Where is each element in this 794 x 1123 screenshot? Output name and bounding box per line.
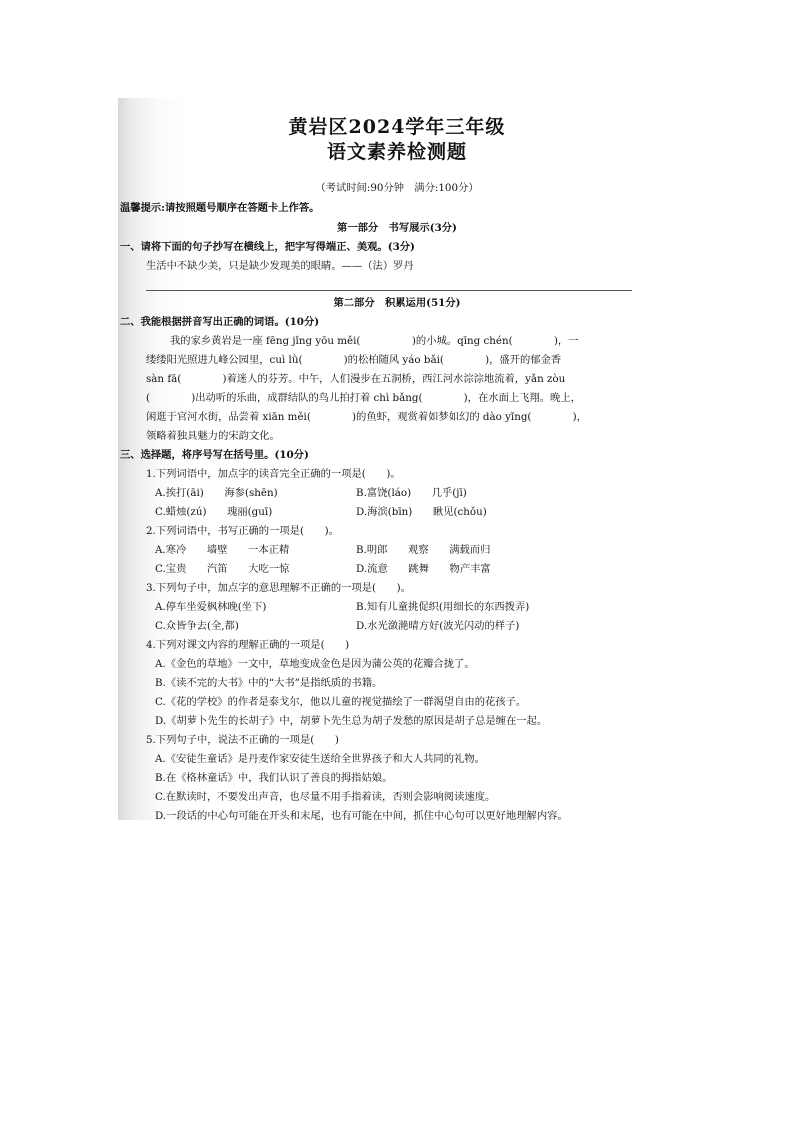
q3-3-option-a: A.停车坐爱枫林晚(坐下) xyxy=(155,601,267,613)
q3-4-option-c: C.《花的学校》的作者是泰戈尔，他以儿童的视觉描绘了一群渴望自由的花孩子。 xyxy=(155,696,527,708)
exam-info: （考试时间:90分钟 满分:100分） xyxy=(315,182,479,194)
q3-2-stem: 2.下列词语中，书写正确的一项是( )。 xyxy=(146,525,339,537)
q3-3-option-d: D.水光潋滟晴方好(波光闪动的样子) xyxy=(356,620,520,632)
q3-1-option-c: C.蜡烛(zú) 瑰丽(guī) xyxy=(155,506,273,518)
q3-1-option-d: D.海滨(bīn) 瞅见(chǒu) xyxy=(356,506,487,518)
q2-passage-line: ( )出动听的乐曲，成群结队的鸟儿拍打着 chì bǎng( )，在水面上飞翔。晚上， xyxy=(146,392,581,404)
q1-title: 一、请将下面的句子抄写在横线上，把字写得端正、美观。(3分) xyxy=(120,241,415,253)
q1-quote: 生活中不缺少美，只是缺少发现美的眼睛。——（法）罗丹 xyxy=(146,260,414,272)
part1-heading: 第一部分 书写展示(3分) xyxy=(337,222,457,234)
q3-3-option-b: B.知有儿童挑促织(用细长的东西拨弄) xyxy=(356,601,530,613)
warm-tip: 温馨提示:请按照题号顺序在答题卡上作答。 xyxy=(120,202,320,214)
q3-4-option-b: B.《读不完的大书》中的“大书”是指纸质的书籍。 xyxy=(155,677,383,689)
q3-2-option-c: C.宝贵 汽笛 大吃一惊 xyxy=(155,563,290,575)
writing-line[interactable] xyxy=(146,290,632,291)
exam-title-line2: 语文素养检测题 xyxy=(326,141,467,163)
q3-1-stem: 1.下列词语中，加点字的读音完全正确的一项是( )。 xyxy=(146,468,401,480)
q3-title: 三、选择题，将序号写在括号里。(10分) xyxy=(120,449,309,461)
q3-2-option-b: B.明郎 观察 满载而归 xyxy=(356,544,491,556)
q3-4-stem: 4.下列对课文内容的理解正确的一项是( ) xyxy=(146,639,350,651)
q3-3-option-c: C.众皆争去(全,都) xyxy=(155,620,239,632)
q2-passage-line: sàn fā( )着迷人的芬芳。中午，人们漫步在五洞桥，西江河水淙淙地流着，yǎn zòu xyxy=(146,373,566,385)
q2-passage-line: 我的家乡黄岩是一座 fēng jǐng yōu měi( )的小城。qīng chén( )，一 xyxy=(170,335,579,347)
q2-passage-line: 闲逛于官河水街，品尝着 xiān měi( )的鱼虾，观赏着如梦如幻的 dào yǐng( )， xyxy=(146,411,587,423)
q3-3-stem: 3.下列句子中，加点字的意思理解不正确的一项是( )。 xyxy=(146,582,411,594)
q3-5-option-a: A.《安徒生童话》是丹麦作家安徒生送给全世界孩子和大人共同的礼物。 xyxy=(155,753,485,765)
q2-passage-line: 缕缕阳光照进九峰公园里，cuì lǜ( )的松柏随风 yáo bǎi( )，盛开的郁金香 xyxy=(146,354,562,366)
q3-2-option-d: D.流意 跳舞 物产丰富 xyxy=(356,563,491,575)
part2-heading: 第二部分 积累运用(51分) xyxy=(333,297,461,309)
q3-1-option-b: B.富饶(láo) 几乎(jī) xyxy=(356,487,467,499)
q2-passage-line: 领略着独具魅力的宋韵文化。 xyxy=(146,430,280,442)
q3-5-option-c: C.在默读时，不要发出声音，也尽量不用手指着读，否则会影响阅读速度。 xyxy=(155,791,496,803)
q3-2-option-a: A.寒冷 墙壁 一本正精 xyxy=(155,544,290,556)
q3-4-option-a: A.《金色的草地》一文中，草地变成金色是因为蒲公英的花瓣合拢了。 xyxy=(155,658,475,670)
q3-5-stem: 5.下列句子中，说法不正确的一项是( ) xyxy=(146,734,339,746)
q3-1-option-a: A.挨打(āi) 海参(shēn) xyxy=(155,487,278,499)
q3-5-option-b: B.在《格林童话》中，我们认识了善良的拇指姑娘。 xyxy=(155,772,393,784)
q3-5-option-d: D.一段话的中心句可能在开头和末尾，也有可能在中间，抓住中心句可以更好地理解内容。 xyxy=(155,810,568,822)
q2-title: 二、我能根据拼音写出正确的词语。(10分) xyxy=(120,316,320,328)
q3-4-option-d: D.《胡萝卜先生的长胡子》中，胡萝卜先生总为胡子发愁的原因是胡子总是缠在一起。 xyxy=(155,715,548,727)
exam-title-line1: 黄岩区2024学年三年级 xyxy=(288,116,506,138)
